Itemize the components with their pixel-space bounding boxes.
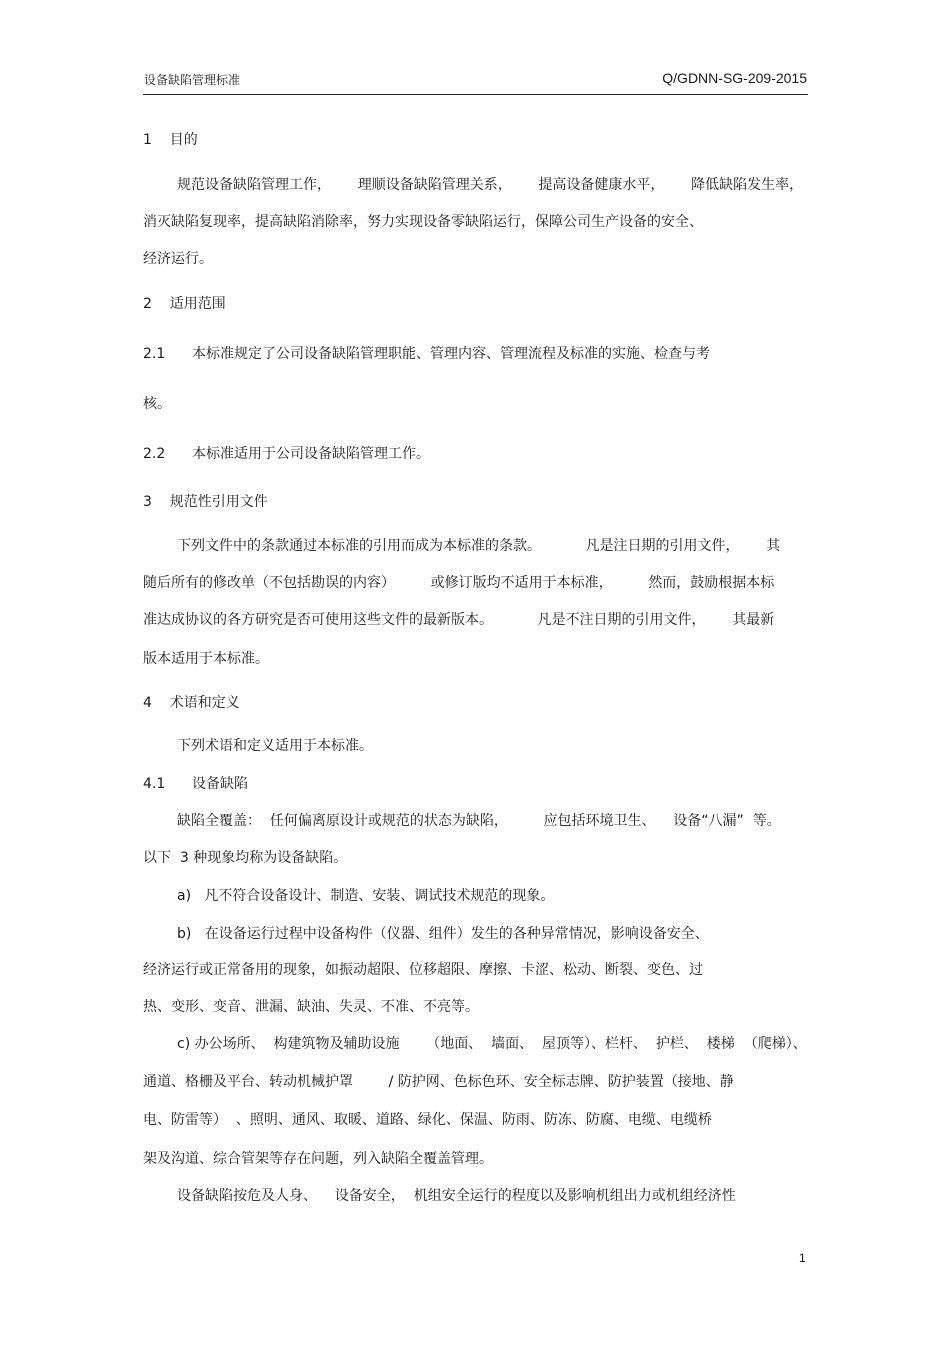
section-heading: 2 适用范围 (143, 296, 226, 312)
paragraph-line: 经济运行。 (143, 251, 213, 267)
paragraph-line: 消灭缺陷复现率，提高缺陷消除率，努力实现设备零缺陷运行，保障公司生产设备的安全、 (143, 214, 703, 230)
paragraph-line: 电、防雷等） 、照明、通风、取暖、道路、绿化、保温、防雨、防冻、防腐、电缆、电缆桥 (143, 1112, 712, 1128)
paragraph-line: 缺陷全覆盖： 任何偏离原设计或规范的状态为缺陷， 应包括环境卫生、 设备“八漏” 等。 (177, 813, 781, 829)
paragraph-line: 下列文件中的条款通过本标准的引用而成为本标准的条款。 凡是注日期的引用文件， 其 (177, 538, 781, 554)
list-item: a) 凡不符合设备设计、制造、安装、调试技术规范的现象。 (177, 888, 555, 904)
paragraph-line: 随后所有的修改单（不包括勘误的内容） 或修订版均不适用于本标准， 然而，鼓励根据本标 (143, 575, 775, 591)
paragraph-line: 版本适用于本标准。 (143, 651, 269, 667)
subsection-heading: 4.1 设备缺陷 (143, 776, 248, 792)
paragraph-line: 2.2 本标准适用于公司设备缺陷管理工作。 (143, 446, 430, 462)
paragraph-line: 设备缺陷按危及人身、 设备安全， 机组安全运行的程度以及影响机组出力或机组经济性 (177, 1188, 736, 1204)
paragraph-line: 通道、格栅及平台、转动机械护罩 / 防护网、色标色环、安全标志牌、防护装置（接地、静 (143, 1074, 734, 1090)
header-title: 设备缺陷管理标准 (144, 73, 241, 87)
paragraph-line: 下列术语和定义适用于本标准。 (177, 738, 373, 754)
paragraph-line: 经济运行或正常备用的现象，如振动超限、位移超限、摩擦、卡涩、松动、断裂、变色、过 (143, 962, 703, 978)
paragraph-line: 以下 3 种现象均称为设备缺陷。 (143, 850, 348, 866)
section-heading: 4 术语和定义 (143, 695, 240, 711)
section-heading: 1 目的 (143, 132, 198, 148)
paragraph-line: 核。 (143, 396, 171, 412)
list-item: b) 在设备运行过程中设备构件（仪器、组件）发生的各种异常情况，影响设备安全、 (177, 926, 709, 942)
page-number: 1 (799, 1251, 806, 1265)
paragraph-line: 准达成协议的各方研究是否可使用这些文件的最新版本。 凡是不注日期的引用文件， 其最新 (143, 612, 775, 628)
paragraph-line: 2.1 本标准规定了公司设备缺陷管理职能、管理内容、管理流程及标准的实施、检查与考 (143, 346, 710, 362)
list-item: c) 办公场所、 构建筑物及辅助设施 （地面、 墙面、 屋顶等）、栏杆、 护栏、 楼梯 （爬梯）、 (177, 1036, 807, 1052)
header-divider (143, 94, 808, 95)
section-heading: 3 规范性引用文件 (143, 494, 268, 510)
paragraph-line: 规范设备缺陷管理工作， 理顺设备缺陷管理关系， 提高设备健康水平， 降低缺陷发生率， (177, 177, 804, 193)
paragraph-line: 架及沟道、综合管架等存在问题，列入缺陷全覆盖管理。 (143, 1151, 493, 1167)
header-code: Q/GDNN-SG-209-2015 (662, 70, 807, 86)
paragraph-line: 热、变形、变音、泄漏、缺油、失灵、不准、不亮等。 (143, 999, 479, 1015)
